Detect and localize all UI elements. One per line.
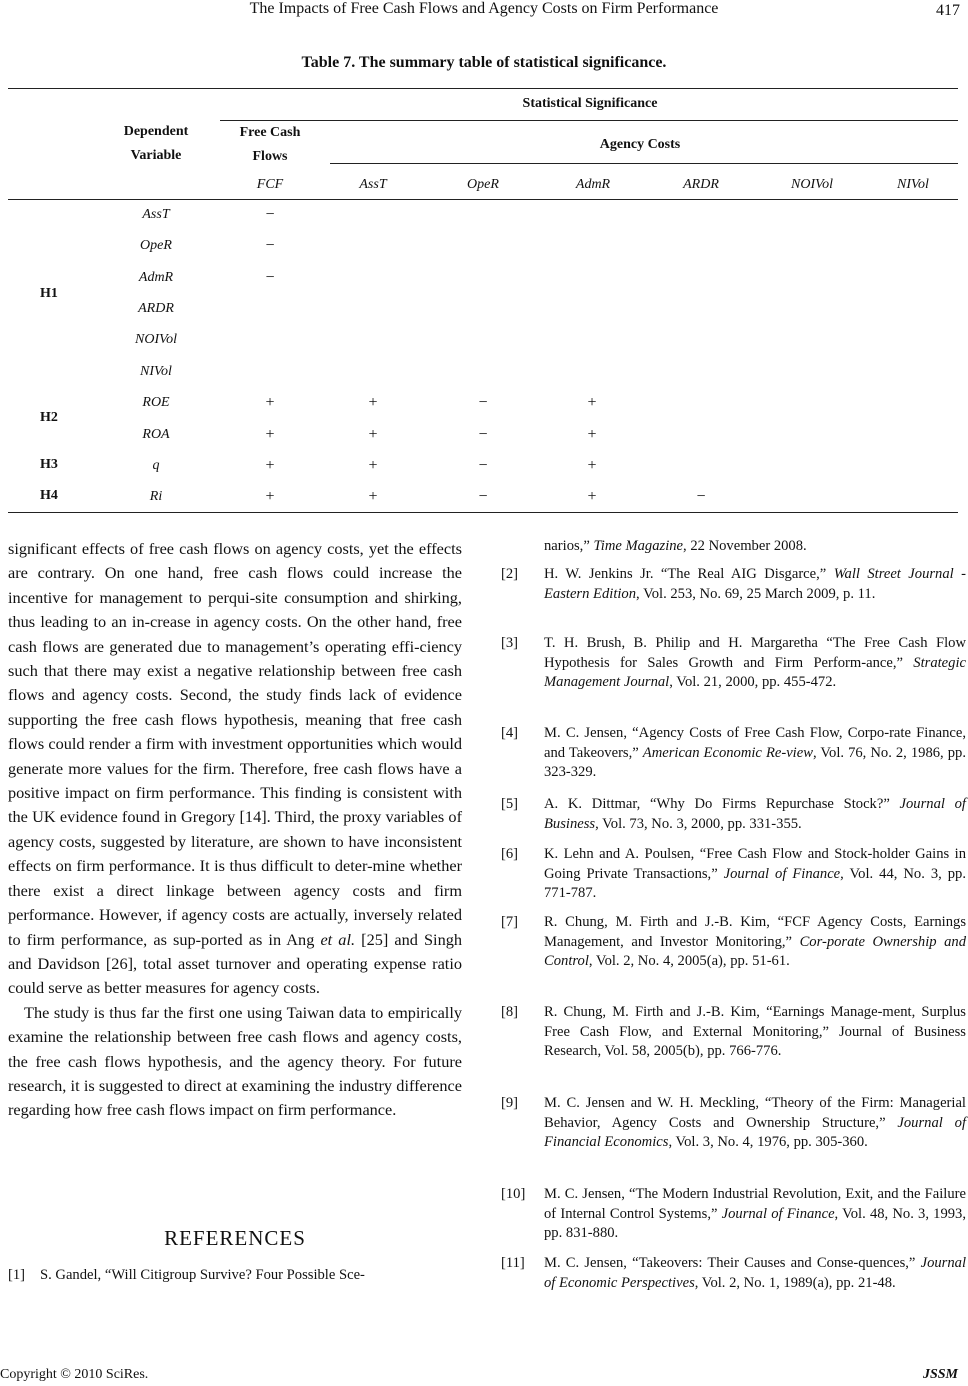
ref-part: , Vol. 76, No. 2, 1986, pp. 323-329. xyxy=(544,744,966,781)
reference-number: [9] xyxy=(501,1095,519,1111)
ref-part: , Vol. 2, No. 4, 2005(a), pp. 51-61. xyxy=(588,953,790,970)
sign-cell: + xyxy=(265,488,275,505)
running-header xyxy=(0,0,968,24)
sign-cell: − xyxy=(478,394,488,411)
reference-text xyxy=(544,1094,966,1153)
reference-number: [10] xyxy=(501,1186,526,1202)
reference-text xyxy=(544,1254,966,1293)
paragraph-italic: et al. xyxy=(320,929,356,949)
body-paragraph-2: The study is thus far the first one using Taiwan data to empirically examine the relationship between free cash flows and agency costs, the free cash flows hypothesis, and the agency theory. For future research, it is suggested to direct at examining the industry difference regarding how free cash flows impact on firm performance. xyxy=(8,1002,462,1120)
sign-cell: + xyxy=(587,394,597,411)
statistical-significance-header: Statistical Significance xyxy=(522,96,658,111)
reference-text xyxy=(544,913,966,972)
row-label: ROE xyxy=(142,395,170,410)
reference-text xyxy=(544,795,966,834)
sign-cell: − xyxy=(696,488,706,505)
agency-costs-subrule xyxy=(330,163,958,164)
sign-cell: − xyxy=(265,269,275,286)
row-label: Ri xyxy=(149,489,163,504)
reference-text xyxy=(544,634,966,693)
ref-journal: Journal of Economic Perspectives xyxy=(544,1255,966,1291)
ref-journal: Journal of Business xyxy=(544,796,966,832)
ref-part: M. C. Jensen and W. H. Meckling, “Theory of the Firm: Managerial Behavior, Agency Costs and Ownership Structure,” xyxy=(544,1095,966,1131)
sign-cell: − xyxy=(265,206,275,223)
reference-number: [2] xyxy=(501,566,519,582)
ref-part: , Vol. 21, 2000, pp. 455-472. xyxy=(669,674,837,691)
reference-text xyxy=(544,845,966,904)
sign-cell: − xyxy=(478,457,488,474)
hypothesis-h1: H1 xyxy=(40,286,58,301)
running-title: The Impacts of Free Cash Flows and Agency Costs on Firm Performance xyxy=(249,0,719,17)
hypothesis-h2: H2 xyxy=(40,410,58,425)
sign-cell: + xyxy=(265,457,275,474)
ref-part: narios,” xyxy=(544,538,594,554)
row-label: q xyxy=(152,458,160,473)
reference-number: [4] xyxy=(501,725,519,741)
free-cash-flows-header-line1: Free Cash xyxy=(239,125,301,140)
page-number: 417 xyxy=(936,2,960,19)
reference-text xyxy=(544,537,966,557)
reference-text: S. Gandel, “Will Citigroup Survive? Four Possible Sce- xyxy=(40,1267,365,1283)
ref-part: , Vol. 2, No. 1, 1989(a), pp. 21-48. xyxy=(694,1274,896,1291)
col-header-fcf: FCF xyxy=(256,177,284,192)
ref-journal: American Economic Re-view xyxy=(642,744,813,761)
row-label: NIVol xyxy=(140,364,172,379)
ref-part: H. W. Jenkins Jr. “The Real AIG Disgarce,” xyxy=(544,566,834,582)
ref-part: , 22 November 2008. xyxy=(683,538,807,554)
sign-cell: + xyxy=(368,488,378,505)
ref-journal: Time Magazine xyxy=(593,538,684,554)
reference-text xyxy=(544,1185,966,1244)
sign-cell: − xyxy=(478,488,488,505)
sign-cell: + xyxy=(587,426,597,443)
agency-costs-header: Agency Costs xyxy=(599,137,681,152)
sign-cell: + xyxy=(368,426,378,443)
free-cash-flows-header-line2: Flows xyxy=(252,149,288,164)
reference-number: [6] xyxy=(501,846,519,862)
reference-text xyxy=(544,724,966,783)
paragraph-text: [25] and Singh and Davidson [26], total asset turnover and operating expense ratio could serve as better measures for agency costs. xyxy=(8,929,462,998)
ref-journal: Journal of Finance xyxy=(721,1205,835,1222)
journal-abbrev: JSSM xyxy=(922,1367,958,1382)
ref-journal: Wall Street Journal - Eastern Edition xyxy=(544,566,966,602)
sign-cell: + xyxy=(265,394,275,411)
row-label: AssT xyxy=(142,207,170,222)
sign-cell: + xyxy=(265,426,275,443)
col-header-asst: AssT xyxy=(359,177,387,192)
sign-cell: − xyxy=(478,426,488,443)
row-label: OpeR xyxy=(140,238,172,253)
ref-part: , Vol. 48, No. 3, 1993, pp. 831-880. xyxy=(544,1205,966,1242)
table-top-rule xyxy=(8,88,958,89)
body-paragraph-1 xyxy=(8,537,462,1001)
reference-text xyxy=(544,565,966,604)
hypothesis-h4: H4 xyxy=(40,488,58,503)
reference-number: [1] xyxy=(8,1267,26,1283)
reference-text: R. Chung, M. Firth and J.-B. Kim, “Earnings Manage-ment, Surplus Free Cash Flow, and External Monitoring,” Journal of Business Research, Vol. 58, 2005(b), pp. 766-776. xyxy=(544,1004,966,1060)
sign-cell: + xyxy=(587,457,597,474)
reference-number: [11] xyxy=(501,1255,525,1271)
col-header-noivol: NOIVol xyxy=(791,177,833,192)
row-label: ARDR xyxy=(138,301,174,316)
reference-number: [8] xyxy=(501,1004,519,1020)
ref-journal: Journal of Financial Economics xyxy=(544,1114,967,1151)
copyright-notice: Copyright © 2010 SciRes. xyxy=(0,1367,149,1382)
ref-part: R. Chung, M. Firth and J.-B. Kim, “FCF Agency Costs, Earnings Management, and Investor Monitoring,” xyxy=(544,914,966,950)
dependent-variable-header-line2: Variable xyxy=(130,148,182,163)
ref-part: , Vol. 253, No. 69, 25 March 2009, p. 11. xyxy=(636,585,876,602)
reference-number: [7] xyxy=(501,914,519,930)
ref-part: T. H. Brush, B. Philip and H. Margaretha “The Free Cash Flow Hypothesis for Sales Growth and Firm Perform-ance,” xyxy=(544,635,966,671)
table-caption: Table 7. The summary table of statistical significance. xyxy=(301,54,667,71)
row-label: NOIVol xyxy=(135,332,177,347)
body-text-column xyxy=(8,537,462,1123)
ref-part: K. Lehn and A. Poulsen, “Free Cash Flow and Stock-holder Gains in Going Private Transactions,” xyxy=(544,846,966,882)
col-header-ardr: ARDR xyxy=(683,177,719,192)
ref-part: , Vol. 73, No. 3, 2000, pp. 331-355. xyxy=(595,815,802,832)
paragraph-text: significant effects of free cash flows on agency costs, yet the effects are contrary. On one hand, free cash flows could increase the incentive for management to perqui-site consumption and shirking, thus leading to an in-crease in agency costs. On the other hand, free cash flows are generated due to management’s operating effi-ciency such that there may exist a negative relationship between free cash flows and agency costs. Second, the study finds lack of evidence supporting the free cash flows hypothesis, meaning that free cash flows could render a firm with investment opportunities which would generate more values for the firm. Therefore, free cash flows have a positive impact on firm performance. This finding is consistent with the UK evidence found in Gregory [14]. Third, the proxy variables of agency costs, suggested by literature, are shown to have inconsistent effects on firm performance. It is thus difficult to deter-mine whether there exist a direct linkage between agency costs and firm performance. However, if agency costs are actually, inversely related to firm performance, as sup-ported as in Ang xyxy=(8,539,462,949)
col-header-oper: OpeR xyxy=(467,177,499,192)
ref-journal: Cor-porate Ownership and Control xyxy=(544,933,966,970)
row-label: AdmR xyxy=(138,270,174,285)
references-heading: REFERENCES xyxy=(164,1226,306,1250)
ref-part: M. C. Jensen, “The Modern Industrial Revolution, Exit, and the Failure of Internal Control Systems,” xyxy=(544,1186,966,1222)
col-header-admr: AdmR xyxy=(575,177,611,192)
ref-part: A. K. Dittmar, “Why Do Firms Repurchase Stock?” xyxy=(544,796,900,812)
hypothesis-h3: H3 xyxy=(40,457,58,472)
significance-subrule xyxy=(220,120,958,121)
table-bottom-rule xyxy=(8,512,958,513)
ref-journal: Journal of Finance xyxy=(723,865,841,882)
sign-cell: − xyxy=(265,237,275,254)
ref-part: , Vol. 44, No. 3, pp. 771-787. xyxy=(544,865,966,902)
sign-cell: + xyxy=(368,394,378,411)
ref-journal: Strategic Management Journal xyxy=(544,654,966,691)
ref-part: M. C. Jensen, “Takeovers: Their Causes and Conse-quences,” xyxy=(544,1255,921,1271)
col-header-nivol: NIVol xyxy=(897,177,929,192)
table-header-rule xyxy=(8,199,958,200)
dependent-variable-header-line1: Dependent xyxy=(123,124,189,139)
row-label: ROA xyxy=(142,427,170,442)
sign-cell: + xyxy=(368,457,378,474)
reference-number: [5] xyxy=(501,796,519,812)
reference-number: [3] xyxy=(501,635,519,651)
ref-part: , Vol. 3, No. 4, 1976, pp. 305-360. xyxy=(668,1134,868,1151)
sign-cell: + xyxy=(587,488,597,505)
ref-part: M. C. Jensen, “Agency Costs of Free Cash Flow, Corpo-rate Finance, and Takeovers,” xyxy=(544,725,966,761)
